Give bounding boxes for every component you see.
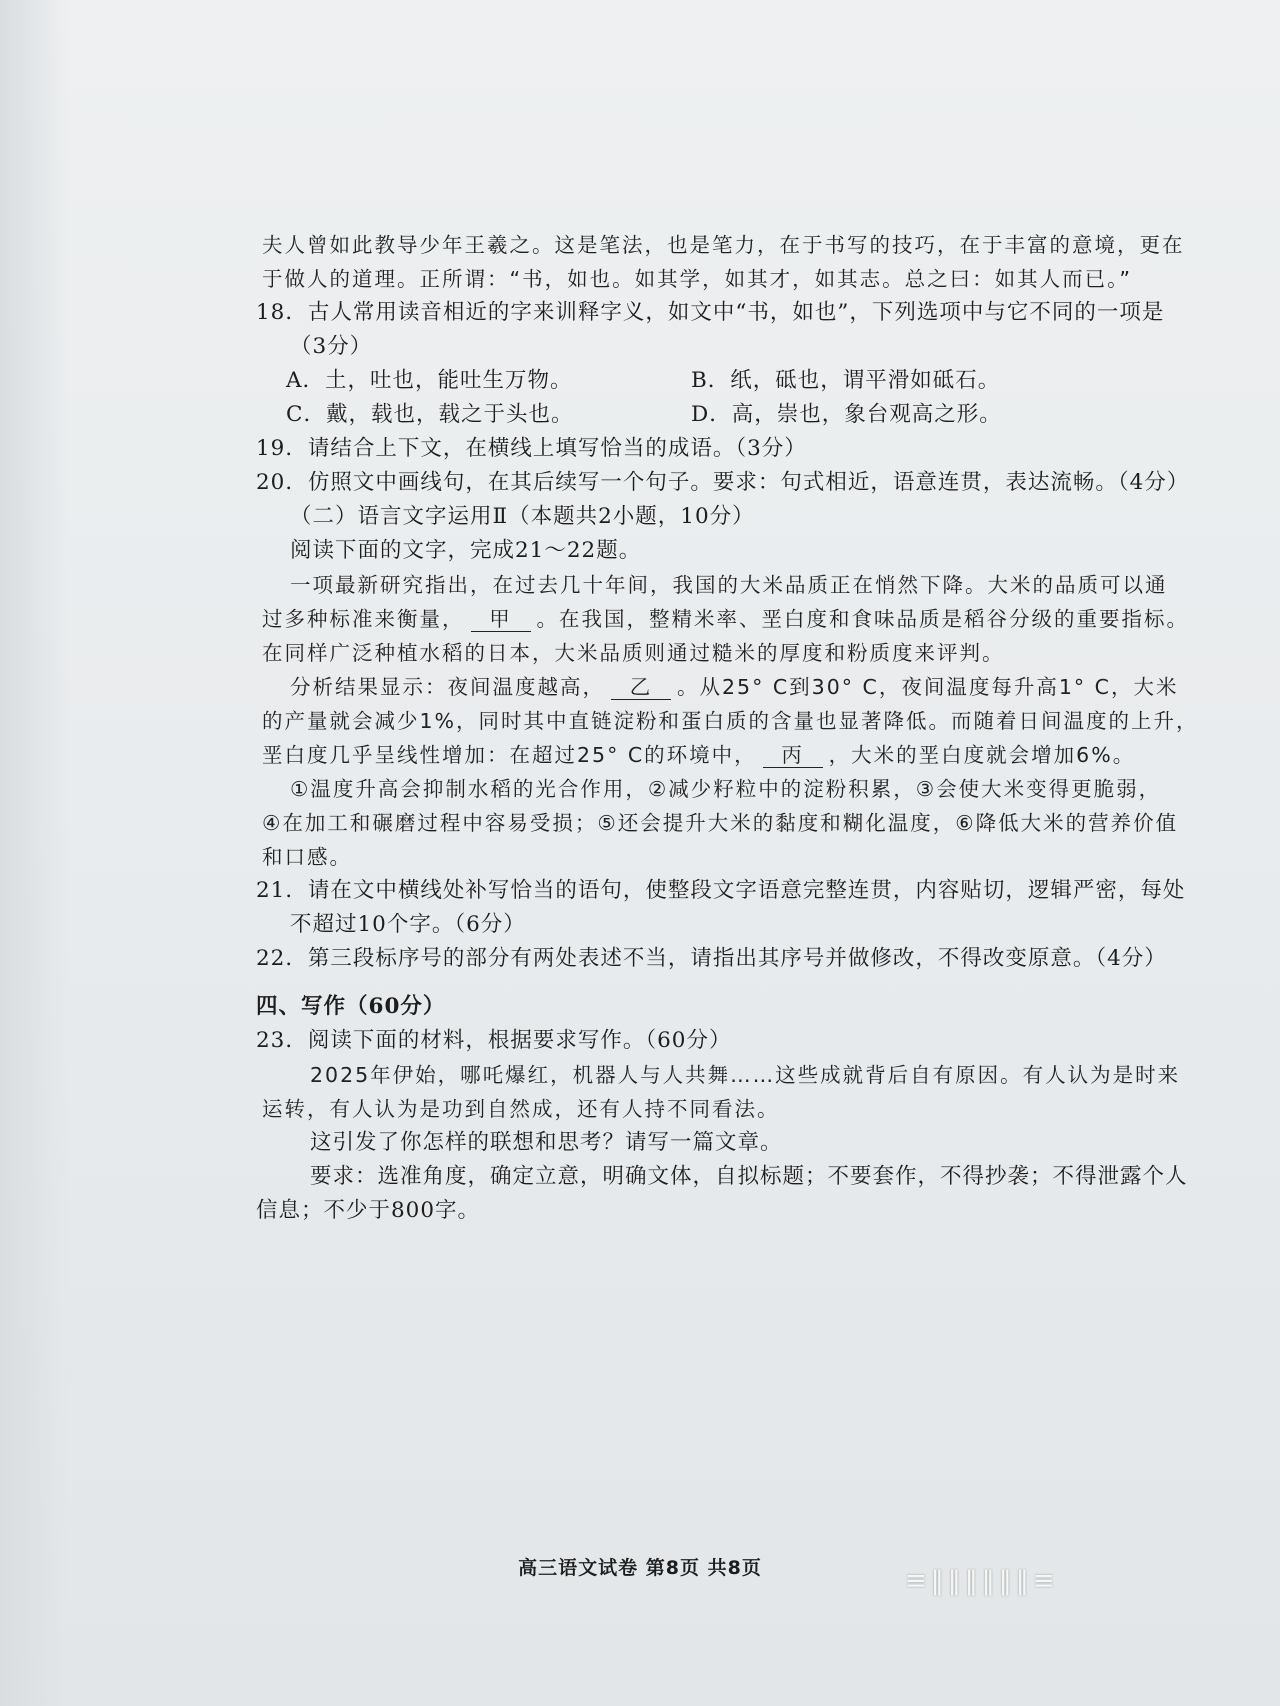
para2-line-3 [262, 738, 1212, 772]
question-18-options-row-2 [262, 398, 1212, 432]
option-a: A．土，吐也，能吐生万物。 [286, 368, 573, 393]
blank-jia: 甲 [471, 607, 531, 632]
para3-line-2: ④在加工和碾磨过程中容易受损；⑤还会提升大米的黏度和糊化温度，⑥降低大米的营养价值 [262, 811, 1179, 835]
question-23-material-line-2: 运转，有人认为是功到自然成，还有人持不同看法。 [262, 1097, 780, 1121]
para2-line-1-pre: 分析结果显示：夜间温度越高， [290, 675, 605, 699]
para1-line-2 [262, 602, 1212, 636]
platform-watermark: ≡‖‖‖‖‖‖≡ [905, 1566, 1059, 1596]
para1-line-3: 在同样广泛种植水稻的日本，大米品质则通过糙米的厚度和粉质度来评判。 [262, 641, 1005, 665]
question-19: 19．请结合上下文，在横线上填写恰当的成语。（3分） [256, 436, 807, 461]
question-21-line-1: 21．请在文中横线处补写恰当的语句，使整段文字语意完整连贯，内容贴切，逻辑严密，每处 [256, 878, 1186, 903]
blank-bing: 丙 [763, 743, 823, 768]
para1-line-1: 一项最新研究指出，在过去几十年间，我国的大米品质正在悄然下降。大米的品质可以通 [290, 573, 1168, 597]
para2-line-3-post: ，大米的垩白度就会增加6%。 [828, 743, 1136, 767]
option-b: B．纸，砥也，谓平滑如砥石。 [691, 368, 1001, 393]
page-edge-shadow [0, 0, 70, 1706]
para2-line-2: 的产量就会减少1%，同时其中直链淀粉和蛋白质的含量也显著降低。而随着日间温度的上升， [262, 709, 1199, 733]
para1-line-2-pre: 过多种标准来衡量， [262, 607, 465, 631]
para3-line-1: ①温度升高会抑制水稻的光合作用，②减少籽粒中的淀粉积累，③会使大米变得更脆弱， [290, 777, 1162, 801]
para2-line-3-pre: 垩白度几乎呈线性增加：在超过25° C的环境中， [262, 743, 757, 767]
para2-line-1-post: 。从25° C到30° C，夜间温度每升高1° C，大米 [677, 675, 1179, 699]
question-23-requirements-line-2: 信息；不少于800字。 [256, 1198, 481, 1223]
section-2-intro: 阅读下面的文字，完成21～22题。 [290, 538, 642, 563]
question-21-line-2: 不超过10个字。（6分） [290, 912, 526, 937]
question-23-stem: 23．阅读下面的材料，根据要求写作。（60分） [256, 1028, 732, 1053]
para3-line-3: 和口感。 [262, 845, 352, 869]
page-footer: 高三语文试卷 第8页 共8页 [518, 1557, 762, 1579]
option-c: C．戴，载也，载之于头也。 [286, 402, 574, 427]
exam-content [256, 228, 1212, 1228]
section-4-title: 四、写作（60分） [256, 994, 446, 1019]
section-2-title: （二）语言文字运用Ⅱ（本题共2小题，10分） [290, 504, 755, 529]
para1-line-2-post: 。在我国，整精米率、垩白度和食味品质是稻谷分级的重要指标。 [536, 607, 1189, 631]
question-23-requirements-line-1: 要求：选准角度，确定立意，明确文体，自拟标题；不要套作，不得抄袭；不得泄露个人 [310, 1164, 1188, 1189]
question-22: 22．第三段标序号的部分有两处表述不当，请指出其序号并做修改，不得改变原意。（4分） [256, 946, 1167, 971]
question-18-stem: 18．古人常用读音相近的字来训释字义，如文中“书，如也”，下列选项中与它不同的一项是 [256, 300, 1165, 325]
question-18-options-row-1 [262, 364, 1212, 398]
passage-end-line-2: 于做人的道理。正所谓：“书，如也。如其学，如其才，如其志。总之曰：如其人而已。” [262, 267, 1132, 291]
para2-line-1 [262, 670, 1212, 704]
question-23-material-line-1: 2025年伊始，哪吒爆红，机器人与人共舞……这些成就背后自有原因。有人认为是时来 [310, 1063, 1181, 1087]
passage-end-line-1: 夫人曾如此教导少年王羲之。这是笔法，也是笔力，在于书写的技巧，在于丰富的意境，更在 [262, 233, 1185, 257]
question-23-prompt: 这引发了你怎样的联想和思考？请写一篇文章。 [310, 1130, 783, 1155]
question-20: 20．仿照文中画线句，在其后续写一个句子。要求：句式相近，语意连贯，表达流畅。（4分） [256, 470, 1190, 495]
option-d: D．高，崇也，象台观高之形。 [691, 402, 1002, 427]
blank-yi: 乙 [611, 675, 671, 700]
question-18-points: （3分） [290, 334, 373, 359]
